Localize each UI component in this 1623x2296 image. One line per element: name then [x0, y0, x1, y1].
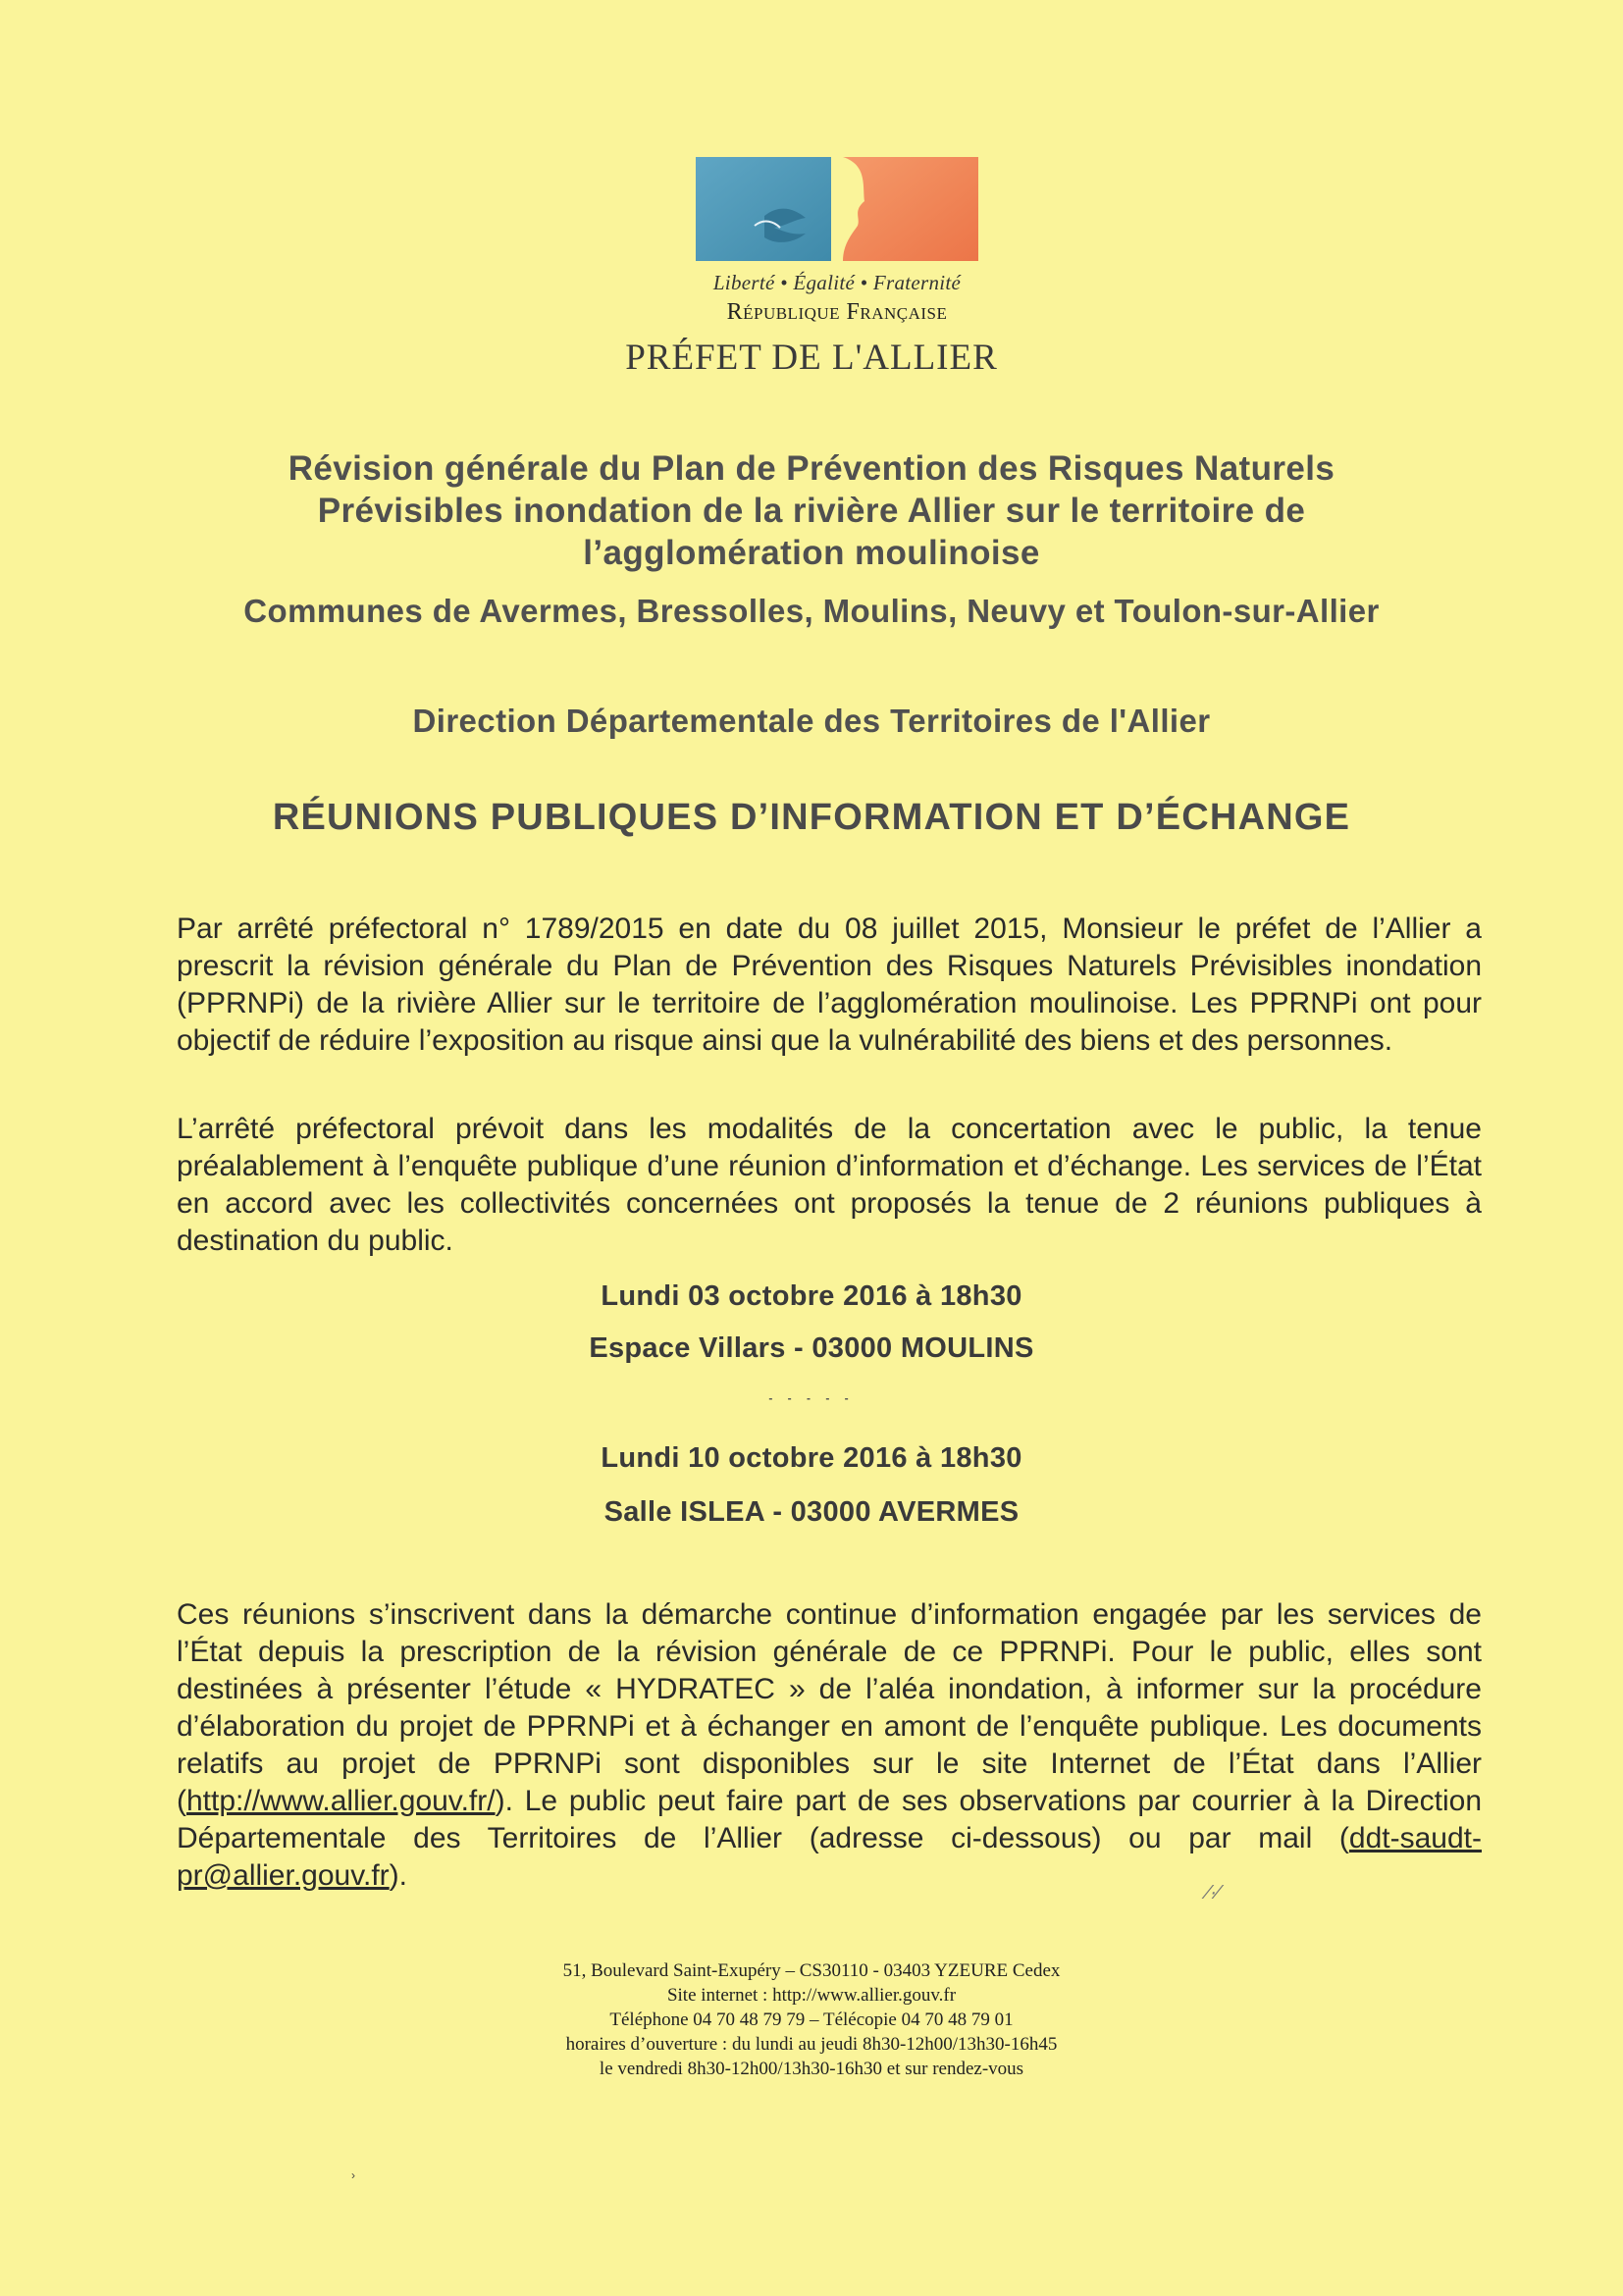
republique-logo [695, 157, 979, 326]
scan-mark: › [351, 2168, 355, 2182]
paragraph-2: L’arrêté préfectoral prévoit dans les modalités de la concertation avec le public, la tenue préalablement à l’enquête publique d’une réunion d’information et d’échange. Les services de l’État en accord avec les collectivités concernées ont proposés la tenue de 2 réunions publiques à destination du public. [177, 1113, 1482, 1257]
prefet-title: PRÉFET DE L'ALLIER [625, 338, 998, 378]
paragraph-3-text: ). Le public peut faire part de ses observations par courrier à la Direction Départementale des Territoires de l’Allier (adresse ci-dessous) ou par mail ( [177, 1785, 1482, 1854]
meeting-2-date: Lundi 10 octobre 2016 à 18h30 [601, 1442, 1022, 1474]
communes-line: Communes de Avermes, Bressolles, Moulins, Neuvy et Toulon-sur-Allier [243, 593, 1380, 629]
motto: Liberté • Égalité • Fraternité [712, 271, 962, 294]
separator: - - - - - [768, 1391, 855, 1405]
document-title [0, 447, 1623, 574]
republique-francaise: République Française [726, 299, 948, 325]
title-line: l’agglomération moulinoise [583, 534, 1040, 572]
title-line: Prévisibles inondation de la rivière Allier sur le territoire de [317, 492, 1306, 530]
direction-line: Direction Départementale des Territoires de l'Allier [412, 703, 1211, 739]
email-link[interactable]: ddt-saudt-pr@allier.gouv.fr [177, 1822, 1482, 1892]
meeting-2-place: Salle ISLEA - 03000 AVERMES [603, 1496, 1020, 1528]
footer-line: 51, Boulevard Saint-Exupéry – CS30110 - 03403 YZEURE Cedex [562, 1960, 1061, 1981]
website-link[interactable]: http://www.allier.gouv.fr/ [186, 1785, 496, 1817]
footer-line: Téléphone 04 70 48 79 79 – Télécopie 04 70 48 79 01 [609, 2009, 1014, 2030]
paragraph-3-text: Ces réunions s’inscrivent dans la démarche continue d’information engagée par les services de l’État depuis la prescription de la révision générale de ce PPRNPi. Pour le public, elles sont destinées à présenter l’étude « HYDRATEC » de l’aléa inondation, à informer sur la procédure d’élaboration du projet de PPRNPi et à échanger en amont de l’enquête publique. Les documents relatifs au projet de PPRNPi sont disponibles sur le site Internet de l’État dans l’Allier ( [177, 1598, 1482, 1817]
title-line: Révision générale du Plan de Prévention des Risques Naturels [288, 449, 1335, 488]
paragraph-1: Par arrêté préfectoral n° 1789/2015 en date du 08 juillet 2015, Monsieur le préfet de l’Allier a prescrit la révision générale du Plan de Prévention des Risques Naturels Prévisibles inondation (PPRNPi) de la rivière Allier sur le territoire de l’agglomération moulinoise. Les PPRNPi ont pour objectif de réduire l’exposition au risque ainsi que la vulnérabilité des biens et des personnes. [177, 913, 1482, 1057]
section-heading: RÉUNIONS PUBLIQUES D’INFORMATION ET D’ÉCHANGE [272, 797, 1351, 838]
marianne-flag-logo [696, 157, 978, 261]
footer-line: horaires d’ouverture : du lundi au jeudi 8h30-12h00/13h30-16h45 [565, 2034, 1058, 2055]
footer-line: Site internet : http://www.allier.gouv.fr [666, 1985, 957, 2006]
meeting-1-place: Espace Villars - 03000 MOULINS [589, 1332, 1034, 1364]
handwritten-mark: ⁄·⁄ [1207, 1882, 1221, 1904]
paragraph-3 [177, 1596, 1482, 1895]
meeting-1-date: Lundi 03 octobre 2016 à 18h30 [601, 1280, 1022, 1312]
paragraph-3-text: ). [389, 1859, 407, 1892]
footer-address [0, 1958, 1623, 2081]
footer-line: le vendredi 8h30-12h00/13h30-16h30 et sur rendez-vous [599, 2059, 1024, 2079]
